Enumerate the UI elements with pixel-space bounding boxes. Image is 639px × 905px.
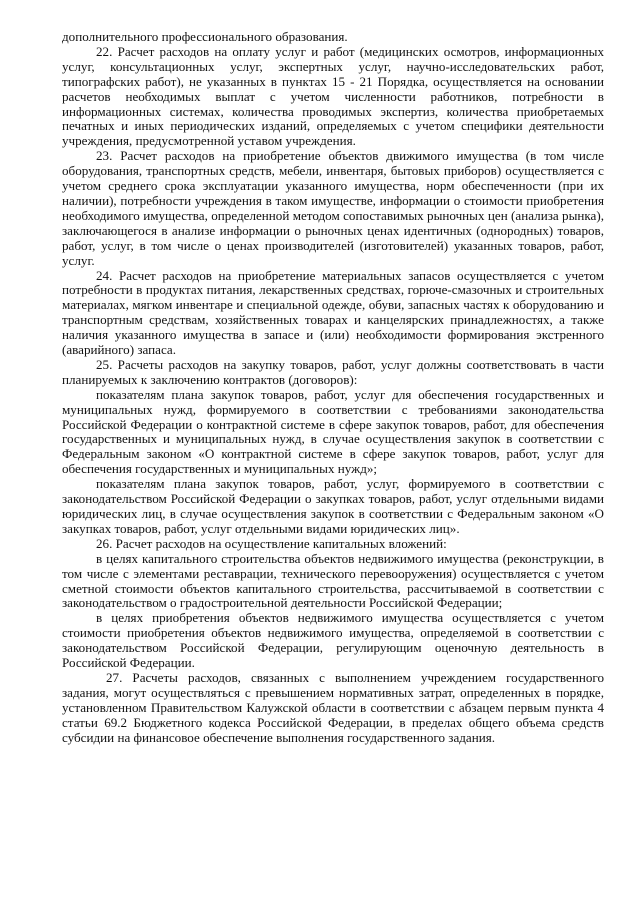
- paragraph-23: 23. Расчет расходов на приобретение объектов движимого имущества (в том числе оборудования, транспортных средств, мебели, инвентаря, бытовых приборов) осуществляется с учетом среднего срока эксплуатации указанного имущества, норм обеспеченности (при их наличии), потребности учреждения в таком имуществе, информации о стоимости приобретения необходимого имущества, определенной методом сопоставимых рыночных цен (анализа рынка), заключающегося в анализе информации о рыночных ценах идентичных (однородных) товаров, работ, услуг, в том числе о ценах производителей (изготовителей) указанных товаров, работ, услуг.: [62, 148, 604, 268]
- paragraph-25: 25. Расчеты расходов на закупку товаров, работ, услуг должны соответствовать в части планируемых к заключению контрактов (договоров):: [62, 356, 604, 387]
- paragraph-27: 27. Расчеты расходов, связанных с выполнением учреждением государственного задания, могут осуществляться с превышением нормативных затрат, определенных в порядке, установленном Правительством Калужской области в соответствии с абзацем первым пункта 4 статьи 69.2 Бюджетного кодекса Российской Федерации, в пределах общего объема средств субсидии на финансовое обеспечение выполнения государственного задания.: [62, 669, 604, 745]
- paragraph-continuation: дополнительного профессионального образования.: [62, 29, 348, 44]
- paragraph-26-item-1: в целях капитального строительства объектов недвижимого имущества (реконструкции, в том числе с элементами реставрации, технического перевооружения) осуществляется с учетом сметной стоимости объектов капитального строительства, рассчитываемой в соответствии с законодательством о градостроительной деятельности Российской Федерации;: [62, 550, 604, 611]
- document-page: [62, 30, 604, 746]
- paragraph-22: 22. Расчет расходов на оплату услуг и работ (медицинских осмотров, информационных услуг, консультационных услуг, экспертных услуг, научно-исследовательских работ, типографских работ), не указанных в пунктах 15 - 21 Порядка, осуществляется на основании расчетов необходимых выплат с учетом численности работников, потребности в информационных системах, количества проводимых экспертиз, количества приобретаемых печатных и иных периодических изданий, определяемых с учетом специфики деятельности учреждения, предусмотренной уставом учреждения.: [62, 43, 604, 149]
- paragraph-26: 26. Расчет расходов на осуществление капитальных вложений:: [96, 535, 447, 551]
- paragraph-25-item-2: показателям плана закупок товаров, работ, услуг, формируемого в соответствии с законодательством Российской Федерации о закупках товаров, работ, услуг отдельными видами юридических лиц, в случае осуществления закупок в соответствии с Федеральным законом «О закупках товаров, работ, услуг отдельными видами юридических лиц».: [62, 476, 604, 536]
- paragraph-25-item-1: показателям плана закупок товаров, работ, услуг для обеспечения государственных и муниципальных нужд, формируемого в соответствии с требованиями законодательства Российской Федерации о контрактной системе в сфере закупок товаров, работ, для обеспечения государственных и муниципальных нужд, в случае осуществления закупок в соответствии с Федеральным законом «О контрактной системе в сфере закупок товаров, работ, услуг для обеспечения государственных и муниципальных нужд»;: [62, 386, 604, 477]
- paragraph-24: 24. Расчет расходов на приобретение материальных запасов осуществляется с учетом потребности в продуктах питания, лекарственных средствах, горюче-смазочных и строительных материалах, мягком инвентаре и специальной одежде, обуви, запасных частях к оборудованию и транспортным средствам, хозяйственных товарах и канцелярских принадлежностях, а также наличия указанного имущества в запасе и (или) необходимости формирования экстренного (аварийного) запаса.: [62, 267, 604, 358]
- paragraph-26-item-2: в целях приобретения объектов недвижимого имущества осуществляется с учетом стоимости приобретения объектов недвижимого имущества, определяемой в соответствии с законодательством Российской Федерации, регулирующим оценочную деятельность в Российской Федерации.: [62, 610, 604, 671]
